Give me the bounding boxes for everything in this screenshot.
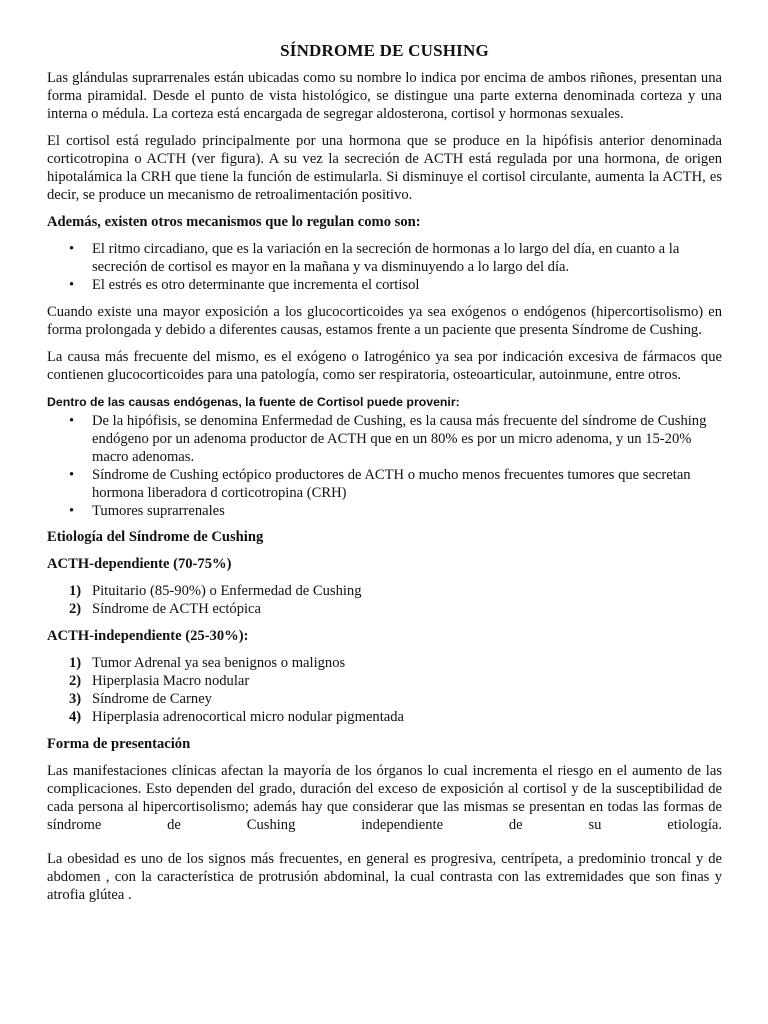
exposure-paragraph: Cuando existe una mayor exposición a los glucocorticoides ya sea exógenos o endógenos (hipercortisolismo) en forma prolongada y debido a diferentes causas, estamos frente a un paciente que presenta Síndrome de Cushing. xyxy=(47,304,722,338)
document-title: SÍNDROME DE CUSHING xyxy=(280,41,489,60)
list-item: • El estrés es otro determinante que incrementa el cortisol xyxy=(47,276,722,294)
list-number: 1) xyxy=(69,655,82,671)
acth-independent-list xyxy=(47,654,722,726)
list-item xyxy=(47,582,722,600)
list-item xyxy=(47,654,722,672)
list-number: 2) xyxy=(69,673,82,689)
list-item xyxy=(47,708,722,726)
list-item xyxy=(47,672,722,690)
list-text: Síndrome de Carney xyxy=(92,691,212,707)
etiology-heading: Etiología del Síndrome de Cushing xyxy=(47,529,264,545)
acth-dependent-list xyxy=(47,582,722,618)
endogenous-label: Dentro de las causas endógenas, la fuente de Cortisol puede provenir: xyxy=(47,395,460,409)
list-number: 2) xyxy=(69,601,82,617)
acth-dependent-heading: ACTH-dependiente (70-75%) xyxy=(47,556,232,572)
intro-paragraph: Las glándulas suprarrenales están ubicadas como su nombre lo indica por encima de ambos riñones, presentan una forma piramidal. Desde el punto de vista histológico, se distingue una parte externa denominada corteza y una interna o médula. La corteza está encargada de segregar aldosterona, cortisol y hormonas sexuales. xyxy=(47,70,722,122)
list-number: 1) xyxy=(69,583,82,599)
list-item: • De la hipófisis, se denomina Enfermedad de Cushing, es la causa más frecuente del síndrome de Cushing endógeno por un adenoma productor de ACTH que en un 80% es por un micro adenoma, y un 15-20% macro adenomas. xyxy=(47,412,722,466)
mechanisms-heading: Además, existen otros mecanismos que lo regulan como son: xyxy=(47,214,421,230)
list-item: • Síndrome de Cushing ectópico productores de ACTH o mucho menos frecuentes tumores que secretan hormona liberadora d corticotropina (CRH) xyxy=(47,466,722,502)
endogenous-list xyxy=(47,412,722,520)
list-item xyxy=(47,690,722,708)
exposure-paragraph: La causa más frecuente del mismo, es el exógeno o Iatrogénico ya sea por indicación excesiva de fármacos que contienen glucocorticoides para una patología, como ser respiratoria, osteoarticular, autoinmune, entre otros. xyxy=(47,349,722,383)
presentation-paragraph: La obesidad es uno de los signos más frecuentes, en general es progresiva, centrípeta, a predominio troncal y de abdomen , con la característica de protrusión abdominal, la cual contrasta con las extremidades que son finas y atrofia glútea . xyxy=(47,851,722,903)
list-text: Pituitario (85-90%) o Enfermedad de Cushing xyxy=(92,583,362,599)
list-number: 3) xyxy=(69,691,82,707)
intro-paragraph: El cortisol está regulado principalmente por una hormona que se produce en la hipófisis anterior denominada corticotropina o ACTH (ver figura). A su vez la secreción de ACTH está regulada por una hormona, de origen hipotalámica la CRH que tiene la función de estimularla. Si disminuye el cortisol circulante, aumenta la ACTH, es decir, se produce un mecanismo de retroalimentación positivo. xyxy=(47,133,722,203)
list-item: • El ritmo circadiano, que es la variación en la secreción de hormonas a lo largo del día, en cuanto a la secreción de cortisol es mayor en la mañana y va disminuyendo a lo largo del día. xyxy=(47,240,722,276)
list-item: • Tumores suprarrenales xyxy=(47,502,722,520)
presentation-paragraph: Las manifestaciones clínicas afectan la mayoría de los órganos lo cual incrementa el riesgo en el aumento de las complicaciones. Esto dependen del grado, duración del exceso de exposición al cortisol y de la susceptibilidad de cada persona al hipercortisolismo; además hay que considerar que las mismas se presentan en todas las formas de síndrome de Cushing independiente de su etiología. xyxy=(47,763,722,833)
list-item xyxy=(47,600,722,618)
list-text: Síndrome de ACTH ectópica xyxy=(92,601,262,617)
list-text: Hiperplasia Macro nodular xyxy=(92,673,250,689)
mechanisms-list xyxy=(47,240,722,294)
list-text: Hiperplasia adrenocortical micro nodular pigmentada xyxy=(92,709,405,725)
list-text: Tumor Adrenal ya sea benignos o malignos xyxy=(92,655,346,671)
presentation-heading: Forma de presentación xyxy=(47,736,191,752)
acth-independent-heading: ACTH-independiente (25-30%): xyxy=(47,628,249,644)
list-number: 4) xyxy=(69,709,82,725)
